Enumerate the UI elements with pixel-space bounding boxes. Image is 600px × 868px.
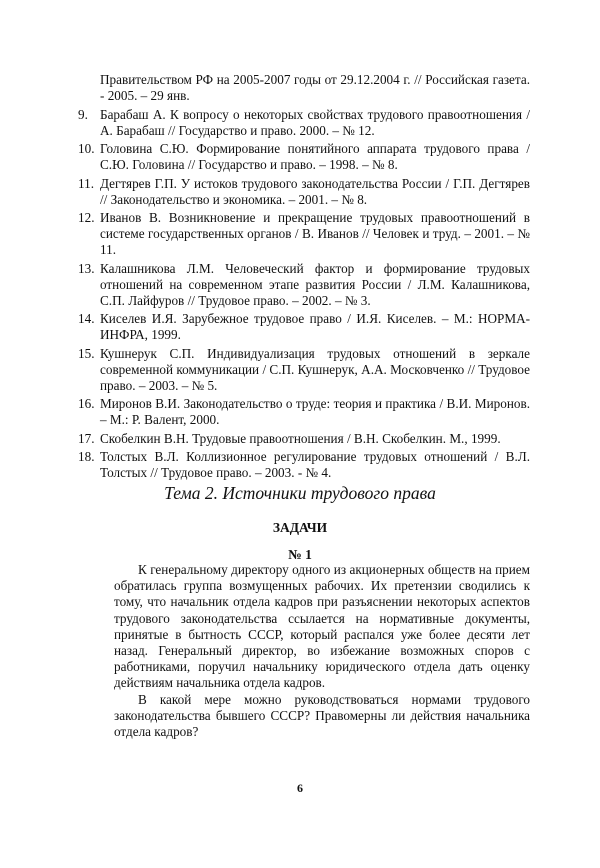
reference-text: Головина С.Ю. Формирование понятийного аппарата трудового права / С.Ю. Головина // Государство и право. – 1998. – № 8.	[100, 141, 530, 172]
reference-item	[78, 431, 530, 447]
reference-list	[78, 72, 530, 481]
task-number: № 1	[288, 547, 312, 562]
reference-number: 9.	[78, 106, 88, 122]
reference-number: 17.	[78, 430, 95, 446]
reference-number: 10.	[78, 141, 95, 156]
reference-number: 13.	[78, 260, 95, 276]
reference-text: Толстых В.Л. Коллизионное регулирование трудовых отношений / В.Л. Толстых // Трудовое право. – 2003. - № 4.	[100, 449, 530, 480]
reference-item	[78, 346, 530, 394]
reference-number: 16.	[78, 396, 95, 411]
task-body	[114, 562, 530, 740]
page-number: 6	[297, 781, 303, 795]
reference-continuation: Правительством РФ на 2005-2007 годы от 29.12.2004 г. // Российская газета. - 2005. – 29 янв.	[100, 72, 530, 103]
reference-number: 11.	[78, 175, 94, 191]
tasks-heading: ЗАДАЧИ	[272, 520, 328, 535]
reference-number: 18.	[78, 449, 95, 464]
reference-text: Барабаш А. К вопросу о некоторых свойствах трудового правоотношения / А. Барабаш // Государство и право. 2000. – № 12.	[100, 106, 530, 138]
reference-text: Иванов В. Возникновение и прекращение трудовых правоотношений в системе государственных органов / В. Иванов // Человек и труд. – 2001. – № 11.	[100, 210, 530, 257]
reference-item	[78, 396, 530, 428]
topic-title: Тема 2. Источники трудового права	[164, 483, 436, 503]
task-paragraph: К генеральному директору одного из акционерных обществ на прием обратилась группа возмущенных рабочих. Их претензии сводились к тому, что начальник отдела кадров при разъяснении некоторых аспектов трудового законодательства ссылается на нормативные документы, принятые в бытность СССР, который распался уже более десяти лет назад. Генеральный директор, во избежание возможных споров с работниками, поручил начальнику юридического отдела дать оценку действиям начальника отдела кадров.	[114, 562, 530, 691]
reference-number: 12.	[78, 210, 95, 225]
reference-item	[78, 176, 530, 208]
reference-number: 14.	[78, 311, 95, 326]
reference-text: Кушнерук С.П. Индивидуализация трудовых отношений в зеркале современной коммуникации / С.П. Кушнерук, А.А. Московченко // Трудовое право. – 2003. – № 5.	[100, 345, 530, 393]
reference-item	[78, 261, 530, 309]
reference-item	[78, 210, 530, 258]
reference-text: Киселев И.Я. Зарубежное трудовое право / И.Я. Киселев. – М.: НОРМА-ИНФРА, 1999.	[100, 311, 530, 342]
reference-item	[78, 141, 530, 173]
reference-text: Миронов В.И. Законодательство о труде: теория и практика / В.И. Миронов. – М.: Р. Валент, 2000.	[100, 396, 530, 427]
task-question: В какой мере можно руководствоваться нормами трудового законодательства бывшего СССР? Правомерны ли действия начальника отдела кадров?	[114, 691, 530, 740]
reference-text: Калашникова Л.М. Человеческий фактор и формирование трудовых отношений на современном этапе развития России / Л.М. Калашникова, С.П. Лайфуров // Трудовое право. – 2002. – № 3.	[100, 260, 530, 308]
reference-item	[78, 107, 530, 139]
reference-text: Скобелкин В.Н. Трудовые правоотношения / В.Н. Скобелкин. М., 1999.	[100, 430, 501, 446]
reference-text: Дегтярев Г.П. У истоков трудового законодательства России / Г.П. Дегтярев // Законодательство и экономика. – 2001. – № 8.	[100, 175, 530, 207]
reference-item	[78, 311, 530, 343]
reference-item	[78, 449, 530, 481]
reference-number: 15.	[78, 345, 95, 361]
